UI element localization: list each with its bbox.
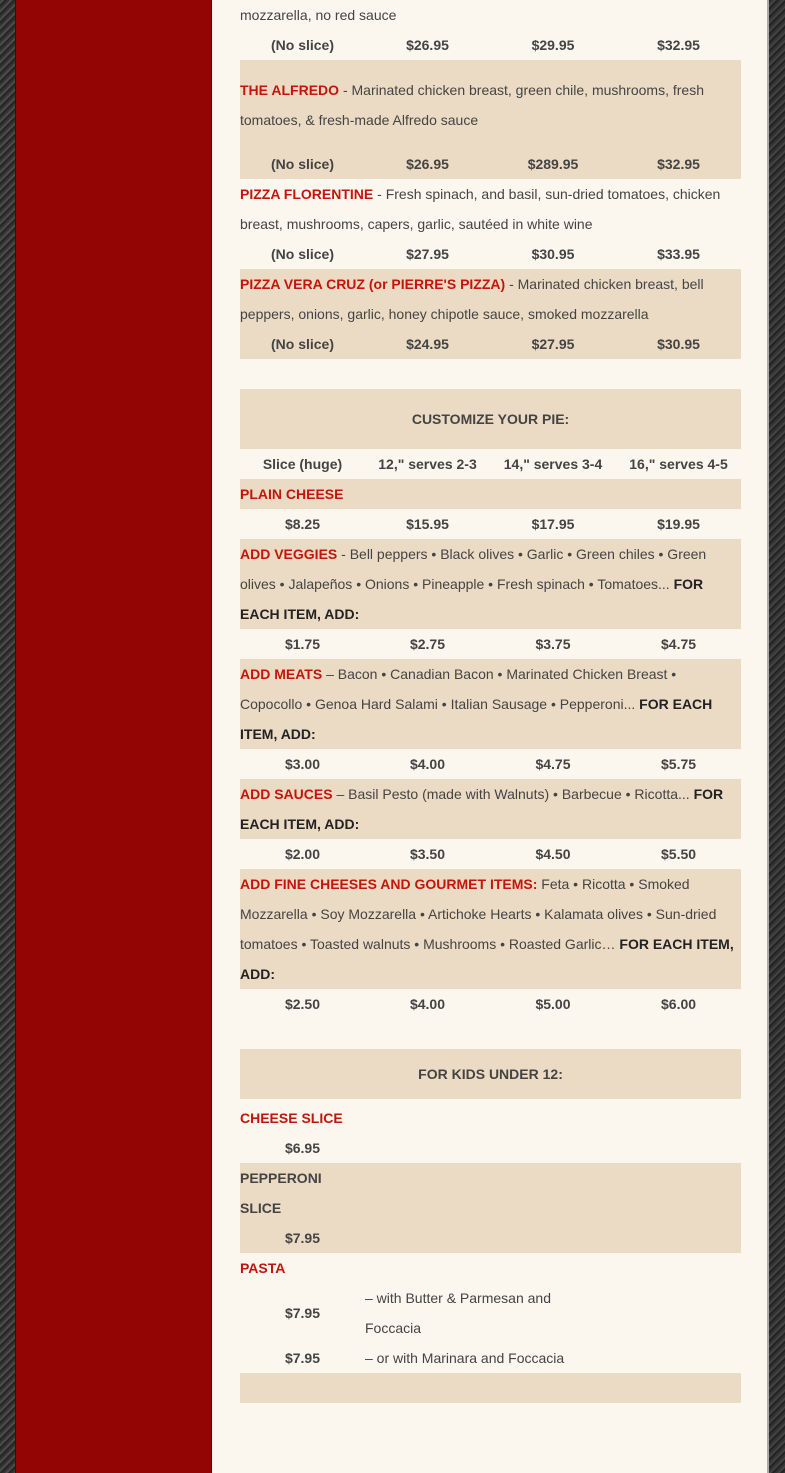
item-description: - Marinated chicken breast, bell peppers, onions, garlic, honey chipotle sauce, smoked mozzarella <box>240 276 704 322</box>
section-heading-customize: CUSTOMIZE YOUR PIE: <box>411 411 570 427</box>
item-description: mozzarella, no red sauce <box>240 7 397 23</box>
menu-item-row <box>240 869 741 989</box>
price-row <box>240 989 741 1019</box>
price-16: $4.75 <box>661 636 697 652</box>
price-12: $3.50 <box>409 846 446 862</box>
item-description: - Marinated chicken breast, green chile, mushrooms, fresh tomatoes, & fresh-made Alfredo sauce <box>240 82 704 128</box>
price-12: $27.95 <box>406 246 449 262</box>
price-slice: (No slice) <box>270 37 334 53</box>
price-12: $26.95 <box>406 156 449 172</box>
section-header-row <box>240 1049 741 1099</box>
menu-item-row <box>240 479 741 509</box>
item-name: ADD SAUCES <box>240 786 333 802</box>
price-14: $4.50 <box>535 846 571 862</box>
price-12: $15.95 <box>406 516 449 532</box>
menu-table <box>240 0 741 1403</box>
item-name: ADD MEATS <box>240 666 323 682</box>
menu-item-row <box>240 269 741 329</box>
item-note: FOR EACH ITEM, ADD: <box>240 576 704 622</box>
price-slice: $8.25 <box>284 516 321 532</box>
price-14: $29.95 <box>531 37 575 53</box>
item-name: ADD FINE CHEESES AND GOURMET ITEMS: <box>240 876 538 892</box>
price-slice: (No slice) <box>270 336 334 352</box>
pasta-option-butter: – with Butter & Parmesan and Foccacia <box>365 1290 551 1336</box>
price-slice: $1.75 <box>284 636 321 652</box>
price-14: $5.00 <box>535 996 571 1012</box>
price-12: $26.95 <box>406 37 449 53</box>
item-note: FOR EACH ITEM, ADD: <box>240 696 713 742</box>
price-14: $30.95 <box>531 246 575 262</box>
sidebar <box>15 0 212 1473</box>
price-row <box>240 1283 741 1343</box>
price-slice: (No slice) <box>270 246 334 262</box>
item-description: - Bell peppers • Black olives • Garlic • Green chiles • Green olives • Jalapeños • Onions • Pineapple • Fresh spinach • Tomatoes... <box>240 546 707 592</box>
price-row <box>240 149 741 179</box>
section-header-row <box>240 389 741 449</box>
menu-item-row <box>240 179 741 239</box>
menu-item-row <box>240 659 741 749</box>
item-name: PASTA <box>240 1260 286 1276</box>
item-description: - Fresh spinach, and basil, sun-dried tomatoes, chicken breast, mushrooms, capers, garlic, sautéed in white wine <box>240 186 721 232</box>
item-name: PIZZA FLORENTINE <box>240 186 374 202</box>
price-row <box>240 30 741 60</box>
menu-item-row <box>240 0 741 30</box>
price-row <box>240 509 741 539</box>
spacer-row <box>240 1373 741 1403</box>
section-heading-kids: FOR KIDS UNDER 12: <box>418 1066 563 1082</box>
menu-item-row <box>240 779 741 839</box>
size-header-14: 14," serves 3-4 <box>503 456 603 472</box>
price-row <box>240 239 741 269</box>
price-row <box>240 629 741 659</box>
pasta-option-marinara: – or with Marinara and Foccacia <box>365 1350 565 1366</box>
price-16: $5.75 <box>661 756 697 772</box>
menu-item-row <box>240 1099 741 1133</box>
price-row <box>240 329 741 359</box>
price-row <box>240 1343 741 1373</box>
spacer-row <box>240 1019 741 1049</box>
price-16: $19.95 <box>657 516 700 532</box>
item-name: CHEESE SLICE <box>240 1110 343 1126</box>
price-14: $4.75 <box>535 756 571 772</box>
item-note: FOR EACH ITEM, ADD: <box>240 786 724 832</box>
menu-item-row <box>240 60 741 149</box>
price-row <box>240 749 741 779</box>
price-kids-pepperoni: $7.95 <box>284 1230 321 1246</box>
price-row <box>240 839 741 869</box>
price-kids-pasta-butter: $7.95 <box>284 1305 321 1321</box>
item-description: – Basil Pesto (made with Walnuts) • Barbecue • Ricotta... <box>332 786 694 802</box>
menu-item-row <box>240 1163 741 1223</box>
price-14: $17.95 <box>531 516 575 532</box>
size-header-slice: Slice (huge) <box>262 456 343 472</box>
item-note: FOR EACH ITEM, ADD: <box>240 936 734 982</box>
price-16: $5.50 <box>661 846 697 862</box>
size-header-16: 16," serves 4-5 <box>629 456 728 472</box>
spacer-row <box>240 359 741 389</box>
price-12: $4.00 <box>409 996 446 1012</box>
price-14: $289.95 <box>527 156 579 172</box>
price-16: $30.95 <box>657 336 700 352</box>
item-name: PEPPERONI SLICE <box>240 1170 322 1216</box>
price-row <box>240 1133 741 1163</box>
size-header-row <box>240 449 741 479</box>
price-12: $2.75 <box>409 636 446 652</box>
item-name: ADD VEGGIES <box>240 546 338 562</box>
price-16: $32.95 <box>657 37 700 53</box>
menu-item-row <box>240 1253 741 1283</box>
left-border <box>0 0 15 1473</box>
price-slice: (No slice) <box>270 156 334 172</box>
price-row <box>240 1223 741 1253</box>
price-12: $4.00 <box>409 756 446 772</box>
price-12: $24.95 <box>406 336 449 352</box>
size-header-12: 12," serves 2-3 <box>378 456 477 472</box>
price-16: $6.00 <box>661 996 697 1012</box>
item-name: THE ALFREDO <box>240 82 340 98</box>
price-16: $33.95 <box>657 246 700 262</box>
price-14: $27.95 <box>531 336 575 352</box>
item-description: – Bacon • Canadian Bacon • Marinated Chicken Breast • Copocollo • Genoa Hard Salami • Italian Sausage • Pepperoni... <box>240 666 677 712</box>
price-14: $3.75 <box>535 636 571 652</box>
item-name: PLAIN CHEESE <box>240 486 344 502</box>
price-slice: $2.00 <box>284 846 321 862</box>
price-slice: $3.00 <box>284 756 321 772</box>
item-name: PIZZA VERA CRUZ (or PIERRE'S PIZZA) <box>240 276 506 292</box>
price-kids-pasta-marinara: $7.95 <box>284 1350 321 1366</box>
price-slice: $2.50 <box>284 996 321 1012</box>
menu-item-row <box>240 539 741 629</box>
price-kids-cheese: $6.95 <box>284 1140 321 1156</box>
item-description: Feta • Ricotta • Smoked Mozzarella • Soy Mozzarella • Artichoke Hearts • Kalamata olives • Sun-dried tomatoes • Toasted walnuts • Mushrooms • Roasted Garlic… <box>240 876 717 952</box>
price-16: $32.95 <box>657 156 700 172</box>
